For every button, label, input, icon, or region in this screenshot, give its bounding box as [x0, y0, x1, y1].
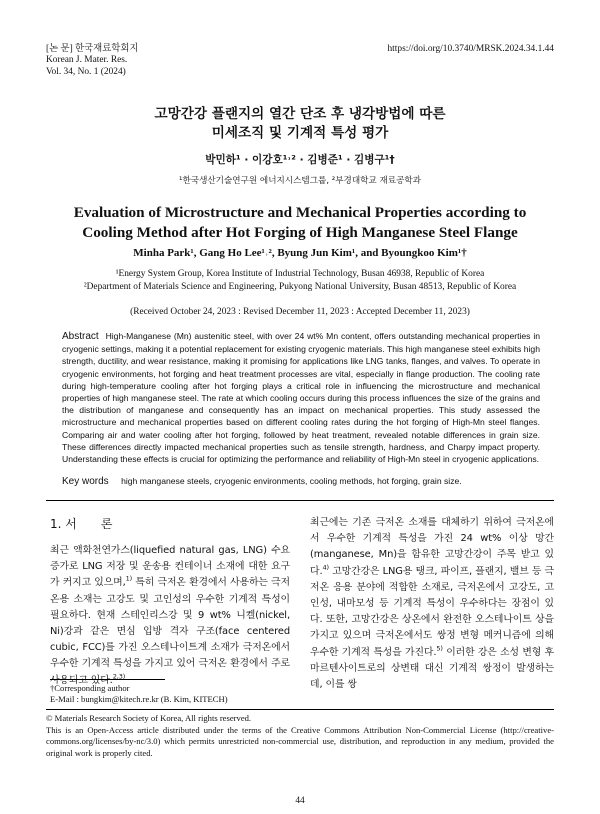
english-authors: Minha Park¹, Gang Ho Lee¹˒², Byung Jun Kim¹, and Byoungkoo Kim¹† — [133, 247, 467, 259]
korean-affiliation: ¹한국생산기술연구원 에너지시스템그룹, ²부경대학교 재료공학과 — [179, 176, 421, 186]
english-title-line2: Cooling Method after Hot Forging of High Manganese Steel Flange — [82, 223, 518, 241]
keywords-label: Key words — [62, 476, 109, 487]
affiliation-2: ²Department of Materials Science and Engineering, Pukyong National University, Busan 48513, Republic of Korea — [83, 281, 517, 292]
divider — [46, 500, 554, 501]
corresponding-author: †Corresponding author — [50, 683, 130, 693]
journal-header — [46, 44, 138, 78]
page-number: 44 — [295, 796, 305, 806]
citation[interactable]: 2,3) — [112, 672, 126, 681]
citation[interactable]: 4) — [322, 563, 329, 572]
author-email[interactable]: E-Mail : bungkim@kitech.re.kr (B. Kim, KITECH) — [50, 694, 228, 705]
citation[interactable]: 5) — [436, 644, 443, 653]
english-title — [0, 203, 600, 243]
journal-abbrev: Korean J. Mater. Res. — [46, 55, 128, 66]
footnote-divider — [50, 679, 165, 680]
abstract-text: High-Manganese (Mn) austenitic steel, with over 24 wt% Mn content, offers outstanding mechanical properties in cryogenic settings, making it a potential replacement for existing cryogenic materials. This high manganese steel exhibits high strength, ductility, and wear resistance, making it promising for applications like LNG tanks, flanges, and valves. To operate in cryogenic environments, hot forging and heat treatment processes are vital, especially in flange production. The cooling rate during high-temperature cooling after hot forging plays a critical role in influencing the microstructure and mechanical properties of high manganese steel. The rate at which cooling occurs during this process influences the size of the grains and the distribution of manganese and consequently has an impact on mechanical properties. This study assessed the microstructure and mechanical properties based on different cooling rates during the hot forging of High-Mn steel flanges. Comparing air and water cooling after hot forging, followed by heat treatment, revealed notable differences in grain size. These differences directly impacted mechanical properties such as tensile strength, hardness, and Charpy impact property. Understanding these effects is crucial for optimizing the performance and reliability of High-Mn steel in cryogenic applications. — [62, 331, 541, 465]
journal-volume: Vol. 34, No. 1 (2024) — [46, 66, 126, 77]
body-text: 최근에는 기존 극저온 소재를 대체하기 위하여 극저온에서 우수한 기계적 특성을 가진 24 wt% 이상 망간(manganese, Mn)을 함유한 고망간강이 주목 받고 있다. — [310, 517, 554, 577]
affiliation-1: ¹Energy System Group, Korea Institute of Industrial Technology, Busan 46938, Republic of Korea — [115, 269, 485, 279]
abstract — [62, 330, 540, 465]
journal-category: [논 문] 한국재료학회지 — [46, 44, 139, 54]
english-title-line1: Evaluation of Microstructure and Mechanical Properties according to — [73, 204, 527, 221]
keywords — [62, 476, 462, 487]
body-text: 최근 액화천연가스(liquefied natural gas, LNG) 수요 증가로 LNG 저장 및 운송용 컨테이너 소재에 대한 요구가 커지고 있으며, — [50, 545, 290, 589]
body-text: 특히 극저온 환경에서 사용하는 극저온용 소재는 고강도 및 고인성의 우수한 기계적 특성이 필요하다. 현재 스테인리스강 및 9 wt% 니켈(nickel, Ni)강과 같은 면심 입방 격자 구조(face centered cubic, FCC)를 가진 오스테나이트계 소재가 극저온에서 우수한 기계적 특성을 가지고 있어 극저온 환경에서 주로 사용되고 있다. — [50, 577, 290, 686]
license-block — [46, 713, 554, 759]
section-heading: 1. 서 론 — [50, 517, 113, 531]
left-column-text — [50, 543, 290, 689]
license-text: This is an Open-Access article distributed under the terms of the Creative Commons Attribution Non-Commercial License (http://creative-commons.org/licenses/by-nc/3.0) which permits unrestricted non-commercial use, distribution, and reproduction in any medium, provided the original work is properly cited. — [46, 724, 554, 758]
body-text: 이러한 강은 소성 변형 후 마르텐사이트로의 상변태 대신 기계적 쌍정이 발생하는데, 이를 쌍 — [310, 646, 554, 691]
korean-title-line1: 고망간강 플랜지의 열간 단조 후 냉각방법에 따른 — [154, 106, 446, 122]
body-text: 고망간강은 LNG용 탱크, 파이프, 플랜지, 밸브 등 극저온 응용 분야에 적합한 소재로, 극저온에서 고강도, 고인성, 내마모성 등 기계적 특성이 우수하다는 장점이 있다. 또한, 고망간강은 상온에서 완전한 오스테나이트 상을 가지고 있으며 극저온에서도 쌍정 변형 메커니즘에 의해 우수한 기계적 특성을 가진다. — [310, 565, 554, 658]
korean-authors: 박민하¹ · 이강호¹˒² · 김병준¹ · 김병구¹† — [205, 154, 395, 166]
keywords-text: high manganese steels, cryogenic environments, cooling methods, hot forging, grain size. — [121, 476, 462, 486]
korean-title-line2: 미세조직 및 기계적 특성 평가 — [211, 125, 389, 141]
right-column-text — [310, 515, 554, 693]
citation[interactable]: 1) — [125, 575, 133, 584]
doi-link[interactable]: https://doi.org/10.3740/MRSK.2024.34.1.44 — [387, 44, 554, 54]
received-dates: (Received October 24, 2023 : Revised December 11, 2023 : Accepted December 11, 2023) — [130, 307, 470, 317]
korean-title — [0, 105, 600, 143]
license-divider — [46, 709, 554, 710]
abstract-label: Abstract — [62, 331, 99, 342]
copyright: © Materials Research Society of Korea, All rights reserved. — [46, 713, 252, 723]
footnote — [50, 683, 228, 706]
english-affiliations — [0, 268, 600, 293]
